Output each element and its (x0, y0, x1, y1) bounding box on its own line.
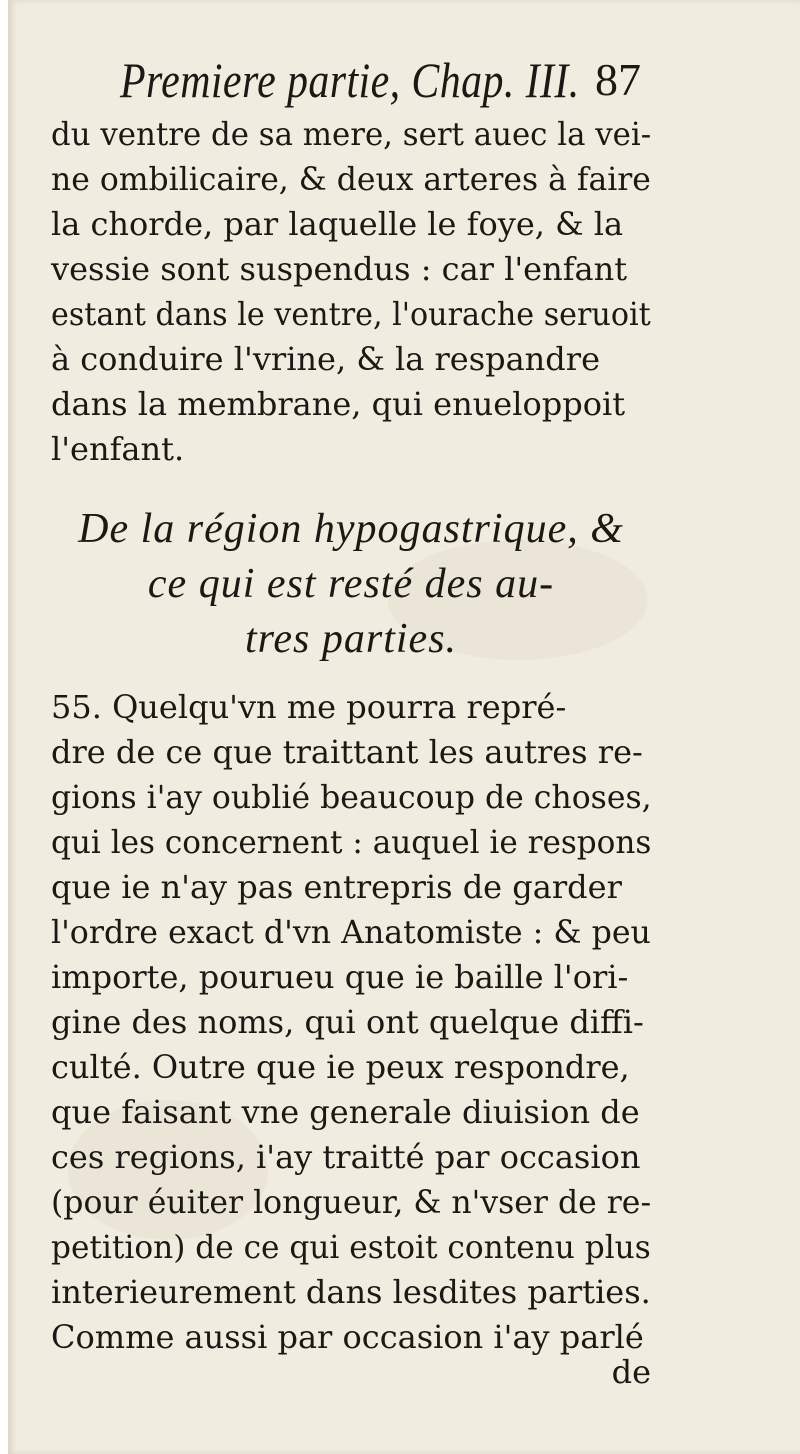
text-line: interieurement dans lesdites parties. (51, 1273, 651, 1311)
text-line: l'ordre exact d'vn Anatomiste : & peu (51, 913, 651, 951)
section-heading-line: tres parties. (244, 616, 458, 662)
book-page (8, 0, 800, 1454)
text-line: la chorde, par laquelle le foye, & la (51, 205, 624, 243)
text-line: vessie sont suspendus : car l'enfant (51, 250, 628, 288)
running-title: Premiere partie, Chap. III. (120, 52, 580, 108)
text-line: importe, pourueu que ie baille l'ori- (51, 958, 629, 996)
text-line: culté. Outre que ie peux respondre, (51, 1048, 630, 1086)
text-line: ne ombilicaire, & deux arteres à faire (51, 160, 651, 198)
section-heading-line: De la région hypogastrique, & (78, 506, 624, 552)
text-line: 55. Quelqu'vn me pourra repré- (51, 688, 567, 726)
section-heading-line: ce qui est resté des au- (147, 561, 555, 607)
text-line: gine des noms, qui ont quelque diffi- (51, 1003, 644, 1041)
text-line: dre de ce que traittant les autres re- (51, 733, 643, 771)
text-line: du ventre de sa mere, sert auec la vei- (51, 115, 652, 153)
running-header (120, 50, 680, 110)
text-line: ces regions, i'ay traitté par occasion (51, 1138, 641, 1176)
text-line: à conduire l'vrine, & la respandre (51, 340, 600, 378)
text-line: Comme aussi par occasion i'ay parlé (51, 1318, 644, 1356)
text-line: petition) de ce qui estoit contenu plus (51, 1228, 651, 1266)
catchword: de (611, 1353, 651, 1391)
text-line: que faisant vne generale diuision de (51, 1093, 640, 1131)
text-line: dans la membrane, qui enueloppoit (51, 385, 626, 423)
text-line: qui les concernent : auquel ie respons (51, 823, 652, 861)
text-line: que ie n'ay pas entrepris de garder (51, 868, 622, 906)
page-number: 87 (595, 54, 641, 105)
text-line: (pour éuiter longueur, & n'vser de re- (51, 1183, 652, 1221)
text-line: estant dans le ventre, l'ourache seruoit (51, 295, 651, 333)
text-line: gions i'ay oublié beaucoup de choses, (51, 778, 652, 816)
text-line: l'enfant. (51, 430, 185, 468)
